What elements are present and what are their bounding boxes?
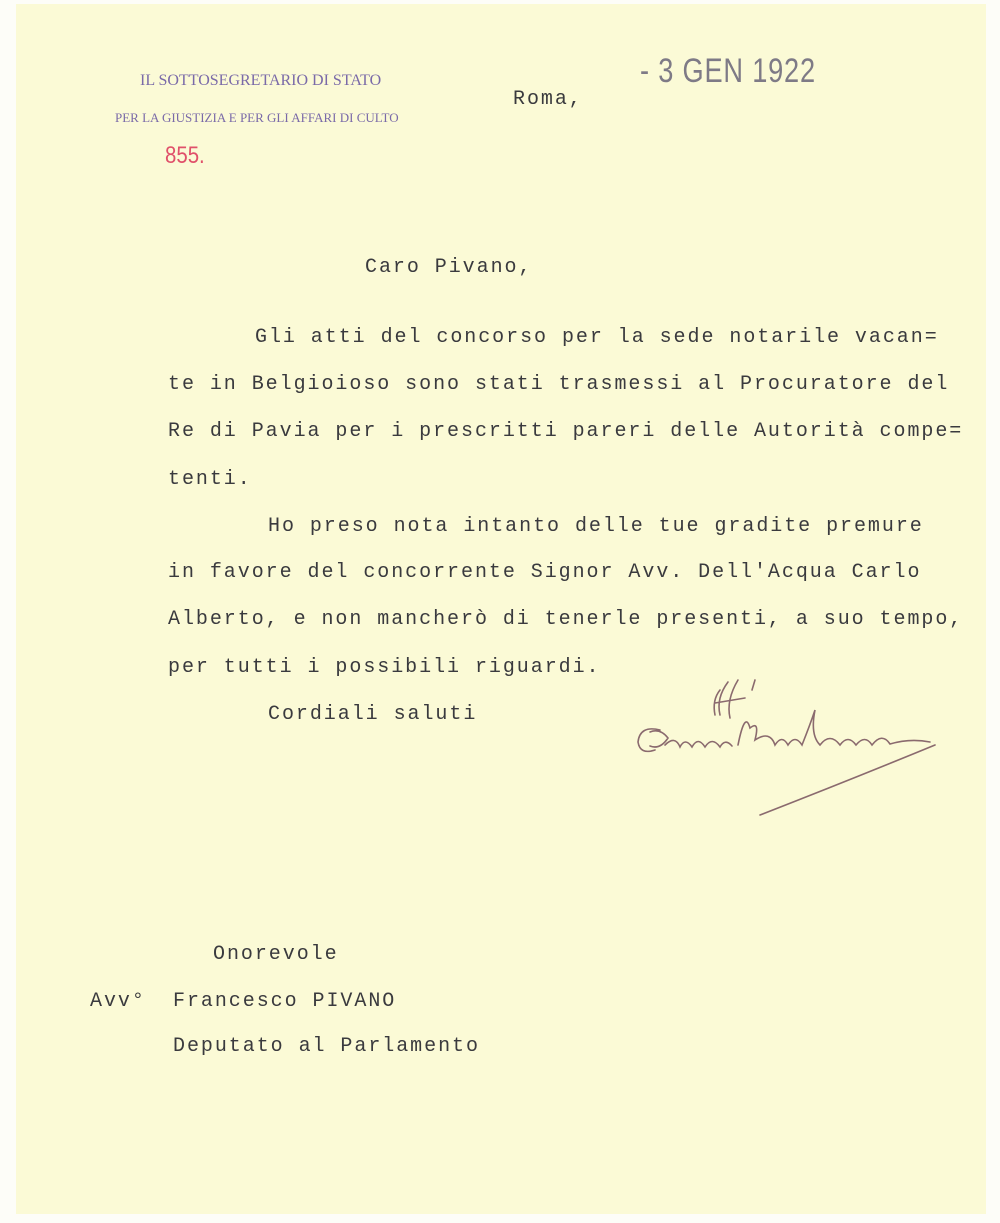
- body-line: Ho preso nota intanto delle tue gradite premure: [268, 515, 924, 538]
- recipient-name: Francesco PIVANO: [173, 990, 397, 1013]
- body-line: Gli atti del concorso per la sede notarile vacan=: [255, 326, 939, 349]
- letterhead-subtitle: PER LA GIUSTIZIA E PER GLI AFFARI DI CULTO: [115, 110, 399, 125]
- closing: Cordiali saluti: [268, 703, 478, 726]
- recipient-title: Onorevole: [213, 943, 339, 966]
- body-line: tenti.: [168, 468, 252, 491]
- body-line: te in Belgioioso sono stati trasmessi al Procuratore del: [168, 373, 950, 396]
- body-line: per tutti i possibili riguardi.: [168, 656, 601, 679]
- letterhead-title: IL SOTTOSEGRETARIO DI STATO: [140, 72, 382, 89]
- salutation: Caro Pivano,: [365, 256, 533, 279]
- body-line: Re di Pavia per i prescritti pareri delle Autorità compe=: [168, 420, 964, 443]
- recipient-position: Deputato al Parlamento: [173, 1035, 480, 1058]
- signature: [620, 670, 960, 840]
- date-stamp: - 3 GEN 1922: [640, 52, 816, 90]
- body-line: in favore del concorrente Signor Avv. Dell'Acqua Carlo: [168, 561, 922, 584]
- recipient-prefix: Avv°: [90, 990, 146, 1013]
- protocol-number: 855.: [165, 142, 205, 169]
- place: Roma,: [513, 88, 583, 111]
- body-line: Alberto, e non mancherò di tenerle presenti, a suo tempo,: [168, 608, 964, 631]
